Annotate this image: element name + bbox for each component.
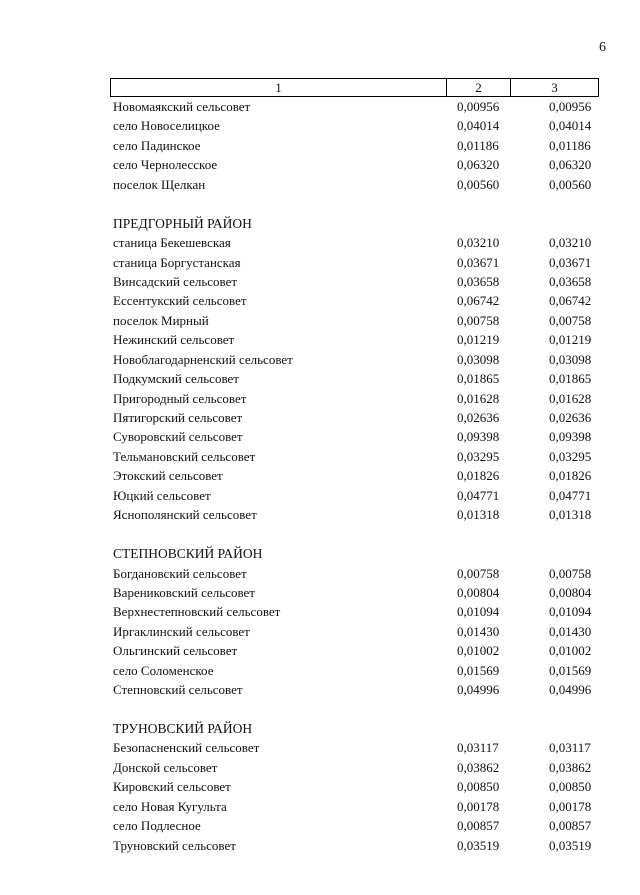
table-row xyxy=(0,253,640,272)
row-name: Пятигорский сельсовет xyxy=(113,410,243,425)
row-value-col3: 0,03210 xyxy=(549,235,592,251)
table-row xyxy=(0,272,640,291)
table-row xyxy=(0,661,640,680)
table-row xyxy=(0,389,640,408)
row-value-col3: 0,01219 xyxy=(549,332,592,348)
row-name: поселок Мирный xyxy=(113,312,209,328)
table-row xyxy=(0,816,640,835)
table-row xyxy=(0,583,640,602)
header-col-3: 3 xyxy=(551,79,558,95)
row-name: Яснополянский сельсовет xyxy=(113,507,257,523)
row-value-col3: 0,00758 xyxy=(549,565,592,581)
row-name: поселок Щелкан xyxy=(113,176,206,192)
row-value-col2: 0,06320 xyxy=(457,157,500,173)
table-row xyxy=(0,447,640,466)
table-row xyxy=(0,758,640,777)
row-value-col3: 0,00850 xyxy=(549,779,592,795)
row-value-col2: 0,01219 xyxy=(457,332,500,348)
row-value-col2: 0,03210 xyxy=(457,235,500,251)
table-row xyxy=(0,116,640,135)
row-value-col3: 0,04771 xyxy=(549,487,592,503)
header-col-2: 2 xyxy=(447,79,511,96)
row-name: село Чернолесское xyxy=(113,157,218,173)
row-name: Новоблагодарненский сельсовет xyxy=(113,351,293,367)
row-value-col3: 0,01569 xyxy=(549,662,592,678)
table-row xyxy=(0,311,640,330)
row-value-col3: 0,03519 xyxy=(549,837,592,853)
row-name: Варениковский сельсовет xyxy=(113,584,255,600)
row-value-col3: 0,00804 xyxy=(549,584,592,600)
row-value-col3: 0,01002 xyxy=(549,643,592,659)
table-row xyxy=(0,466,640,485)
row-name: Степновский сельсовет xyxy=(113,682,243,698)
table-row xyxy=(0,369,640,388)
table-header xyxy=(110,78,599,97)
table-row xyxy=(0,564,640,583)
row-name: Верхнестепновский сельсовет xyxy=(113,604,281,620)
row-value-col2: 0,01865 xyxy=(457,371,500,387)
row-value-col2: 0,03519 xyxy=(457,837,500,853)
table-row xyxy=(0,641,640,660)
row-value-col3: 0,01430 xyxy=(549,623,592,639)
row-value-col2: 0,00758 xyxy=(457,312,500,328)
row-value-col2: 0,00804 xyxy=(457,584,500,600)
table-row xyxy=(0,622,640,641)
row-value-col3: 0,01094 xyxy=(549,604,592,620)
table-row xyxy=(0,330,640,349)
header-col-1: 1 xyxy=(111,79,447,96)
row-value-col2: 0,00560 xyxy=(457,176,500,192)
row-value-col2: 0,03117 xyxy=(457,740,499,756)
district-heading xyxy=(0,544,640,563)
district-heading xyxy=(0,214,640,233)
row-name: Пригородный сельсовет xyxy=(113,390,247,406)
table-row xyxy=(0,97,640,116)
row-value-col3: 0,06742 xyxy=(549,293,592,309)
row-value-col3: 0,04014 xyxy=(549,118,592,134)
district-heading xyxy=(0,719,640,738)
row-value-col3: 0,03862 xyxy=(549,759,592,775)
table-row xyxy=(0,136,640,155)
row-name: Юцкий сельсовет xyxy=(113,487,211,503)
row-value-col2: 0,02636 xyxy=(457,410,500,425)
row-value-col2: 0,03295 xyxy=(457,448,500,464)
row-value-col2: 0,04014 xyxy=(457,118,500,134)
row-value-col3: 0,00956 xyxy=(549,99,592,114)
row-name: Новомаякский сельсовет xyxy=(113,99,251,114)
row-value-col3: 0,03117 xyxy=(549,740,591,756)
row-value-col3: 0,03295 xyxy=(549,448,592,464)
row-name: Винсадский сельсовет xyxy=(113,273,238,289)
table-row xyxy=(0,680,640,699)
table-row xyxy=(0,836,640,855)
row-value-col2: 0,09398 xyxy=(457,429,500,445)
group-gap xyxy=(0,700,640,719)
row-value-col2: 0,00178 xyxy=(457,798,500,814)
row-value-col2: 0,01826 xyxy=(457,468,500,484)
row-value-col2: 0,00850 xyxy=(457,779,500,795)
row-value-col2: 0,01318 xyxy=(457,507,500,523)
row-value-col2: 0,01569 xyxy=(457,662,500,678)
row-value-col2: 0,00758 xyxy=(457,565,500,581)
row-value-col2: 0,03671 xyxy=(457,254,500,270)
table-row xyxy=(0,175,640,194)
row-name: Кировский сельсовет xyxy=(113,779,231,795)
row-name: село Падинское xyxy=(113,137,201,153)
row-name: Тельмановский сельсовет xyxy=(113,448,256,464)
table-row xyxy=(0,155,640,174)
row-value-col2: 0,01002 xyxy=(457,643,500,659)
row-name: село Новая Кугульта xyxy=(113,798,227,814)
row-name: Труновский сельсовет xyxy=(113,837,236,853)
row-value-col3: 0,06320 xyxy=(549,157,592,173)
row-value-col2: 0,01430 xyxy=(457,623,500,639)
row-name: Подкумский сельсовет xyxy=(113,371,239,387)
group-gap xyxy=(0,194,640,213)
table-row xyxy=(0,797,640,816)
row-name: село Соломенское xyxy=(113,662,214,678)
row-name: Ессентукский сельсовет xyxy=(113,293,247,309)
row-name: село Новоселицкое xyxy=(113,118,220,134)
page-number: 6 xyxy=(599,40,606,55)
row-name: Иргаклинский сельсовет xyxy=(113,623,250,639)
row-value-col3: 0,04996 xyxy=(549,682,592,698)
row-name: село Подлесное xyxy=(113,818,201,834)
row-name: Безопасненский сельсовет xyxy=(113,740,260,756)
row-value-col3: 0,00857 xyxy=(549,818,592,834)
row-value-col2: 0,00956 xyxy=(457,99,500,114)
table-row xyxy=(0,505,640,524)
row-value-col2: 0,00857 xyxy=(457,818,500,834)
row-name: станица Бекешевская xyxy=(113,235,231,251)
row-value-col2: 0,04771 xyxy=(457,487,500,503)
table-row xyxy=(0,408,640,427)
district-title: ТРУНОВСКИЙ РАЙОН xyxy=(113,721,253,736)
table-row xyxy=(0,291,640,310)
row-value-col3: 0,01186 xyxy=(549,137,591,153)
row-name: Суворовский сельсовет xyxy=(113,429,243,445)
row-value-col3: 0,00560 xyxy=(549,176,592,192)
row-value-col3: 0,00178 xyxy=(549,798,592,814)
row-name: станица Боргустанская xyxy=(113,254,241,270)
row-value-col2: 0,03098 xyxy=(457,351,500,367)
row-value-col3: 0,09398 xyxy=(549,429,592,445)
table-row xyxy=(0,233,640,252)
row-value-col3: 0,03098 xyxy=(549,351,592,367)
row-value-col3: 0,00758 xyxy=(549,312,592,328)
row-value-col3: 0,01318 xyxy=(549,507,592,523)
table-row xyxy=(0,602,640,621)
table-row xyxy=(0,350,640,369)
row-value-col2: 0,01628 xyxy=(457,390,500,406)
district-title: СТЕПНОВСКИЙ РАЙОН xyxy=(113,546,263,562)
row-value-col2: 0,03862 xyxy=(457,759,500,775)
row-value-col2: 0,06742 xyxy=(457,293,500,309)
row-name: Ольгинский сельсовет xyxy=(113,643,238,659)
row-value-col3: 0,03658 xyxy=(549,273,592,289)
table-row xyxy=(0,486,640,505)
row-value-col2: 0,04996 xyxy=(457,682,500,698)
table-row xyxy=(0,738,640,757)
row-value-col3: 0,01628 xyxy=(549,390,592,406)
group-gap xyxy=(0,525,640,544)
table-row xyxy=(0,777,640,796)
row-name: Нежинский сельсовет xyxy=(113,332,235,348)
row-value-col3: 0,01865 xyxy=(549,371,592,387)
row-value-col3: 0,03671 xyxy=(549,254,592,270)
row-name: Богдановский сельсовет xyxy=(113,565,247,581)
table-row xyxy=(0,427,640,446)
row-name: Этокский сельсовет xyxy=(113,468,223,484)
district-title: ПРЕДГОРНЫЙ РАЙОН xyxy=(113,215,252,231)
row-value-col2: 0,01186 xyxy=(457,137,499,153)
table-body xyxy=(0,97,640,855)
row-value-col2: 0,01094 xyxy=(457,604,500,620)
row-name: Донской сельсовет xyxy=(113,759,218,775)
row-value-col3: 0,01826 xyxy=(549,468,592,484)
row-value-col3: 0,02636 xyxy=(549,410,592,425)
row-value-col2: 0,03658 xyxy=(457,273,500,289)
